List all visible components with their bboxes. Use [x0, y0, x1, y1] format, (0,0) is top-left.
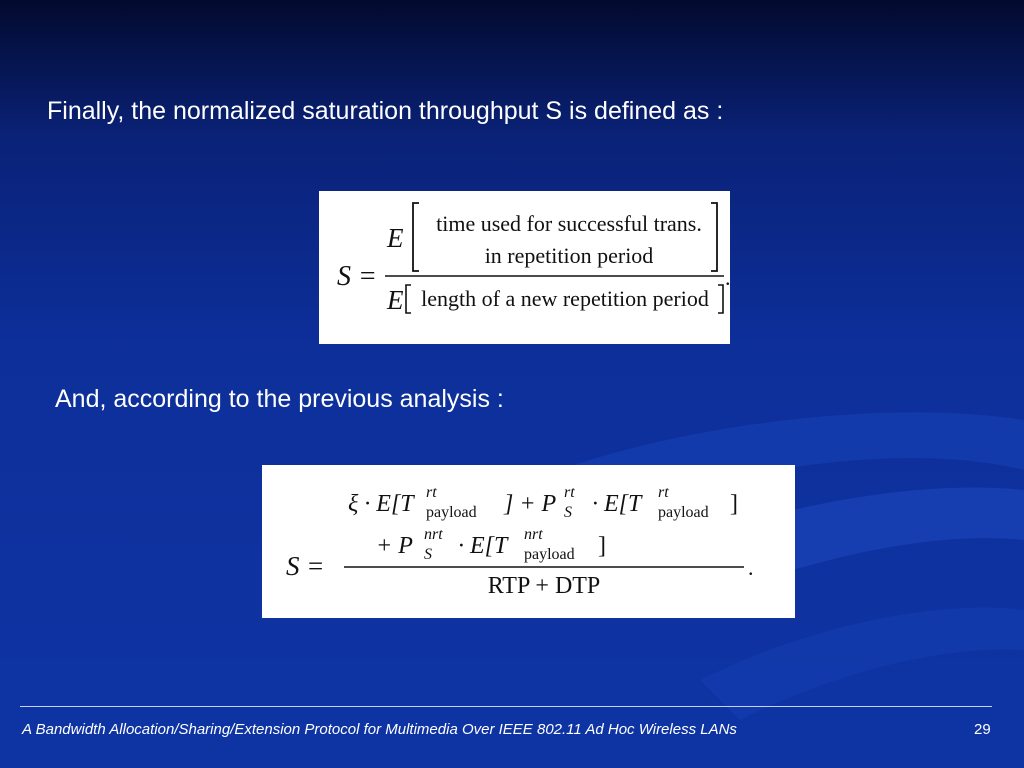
eq2-sup-rt-2: rt — [564, 484, 575, 501]
eq1-num-line1: time used for successful trans. — [436, 211, 702, 236]
throughput-formula-equation — [262, 465, 795, 618]
eq2-sub-s-1: S — [564, 504, 572, 521]
eq2-sub-payload-2: payload — [658, 504, 709, 521]
eq1-den-expectation: E — [387, 285, 404, 315]
eq1-lhs: S = — [337, 261, 377, 292]
eq2-sub-s-2: S — [424, 546, 432, 563]
eq1-num-expectation: E — [387, 223, 404, 253]
eq2-sup-rt-3: rt — [658, 484, 669, 501]
eq2-sub-payload-1: payload — [426, 504, 477, 521]
eq2-period: . — [748, 555, 754, 580]
eq2-sub-payload-3: payload — [524, 546, 575, 563]
eq1-period: . — [725, 265, 730, 290]
throughput-definition-equation — [319, 191, 730, 344]
slide-number: 29 — [974, 721, 991, 738]
eq2-sup-nrt-1: nrt — [424, 526, 443, 543]
eq1-num-line2: in repetition period — [484, 243, 654, 268]
eq2-plus-p: ] + P — [504, 491, 557, 517]
intro-text: Finally, the normalized saturation throughput S is defined as : — [47, 97, 724, 125]
eq2-lhs: S = — [286, 551, 325, 581]
eq2-xi-term: ξ · E[T — [348, 491, 414, 517]
eq2-dot-e-2: · E[T — [458, 533, 508, 559]
eq2-sup-rt-1: rt — [426, 484, 437, 501]
eq2-dot-e: · E[T — [592, 491, 642, 517]
footer-title: A Bandwidth Allocation/Sharing/Extension Protocol for Multimedia Over IEEE 802.11 Ad Hoc Wireless LANs — [22, 721, 737, 738]
eq2-close-bracket-2: ] — [598, 533, 606, 559]
eq2-close-bracket-1: ] — [730, 491, 738, 517]
eq1-den-text: length of a new repetition period — [421, 286, 709, 311]
eq2-sup-nrt-2: nrt — [524, 526, 543, 543]
eq2-plus-p-nrt: + P — [376, 533, 413, 559]
analysis-text: And, according to the previous analysis : — [55, 385, 504, 413]
footer-divider — [20, 706, 992, 707]
eq2-denominator: RTP + DTP — [487, 573, 601, 599]
